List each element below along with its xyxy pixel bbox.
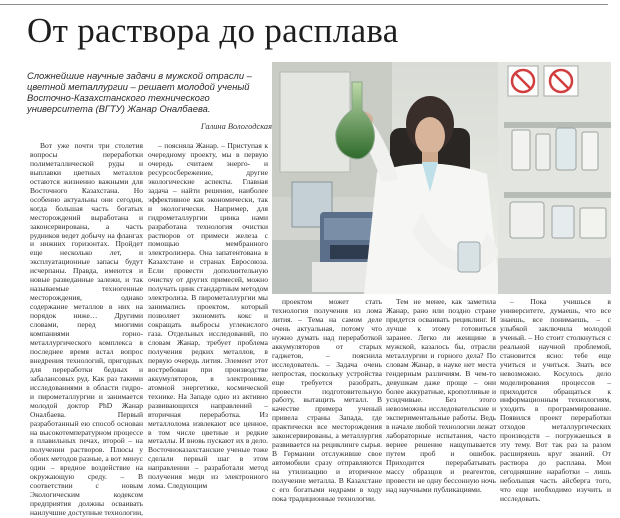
text-column-4 (386, 298, 496, 502)
article-lead: Сложнейшие научные задачи в мужской отрасли – цветной металлургии – решает молодой ученый Восточно-Казахстанского технического университета (ВГТУ) Жанар Оналбаева. (27, 70, 252, 114)
column-text: – поясняла Жанар. – Приступая к очередному проекту, мы в первую очередь считаем энерго- и ресурсосбережение, другие экологические аспекты. Главная задача – найти решение, наиболее эффективное как экономически, так и экологически. Например, для гидрометаллургии цинка нами разработана технология очистки растворов от примеси железа с помощью мембранного электролизера. Она запатентована в Казахстане и странах Евросоюза. Если провести дополнительную очистку от других примесей, можно получать цинк стандартным методом электролиза. В пирометаллургии мы занимались проектом, который позволяет экономить кокс и сокращать выбросы углекислого газа. Отдельных исследований, по словам Жанар, требует проблема получения редких металлов, в первую очередь лития. Элемент этот востребован при производстве аккумуляторов, в электронике, атомной энергетике, космической технике. На Западе одно из активно развивающихся направлений – вторичная переработка. Из металлолома извлекают все ценное, в том числе цветные и редкие металлы. И вновь пускают их в дело. Восточноказахстанские ученые тоже сделали первый шаг в этом направлении – разработали метод получения меди из электронного лома. Следующим (148, 141, 268, 491)
column-text: проектом может стать технология получения из лома лития. – Тема на самом деле очень актуальная, потому что нужно думать над переработкой аккумуляторов от старых гаджетов, – пояснила исследователь. – Задача очень непростая, поскольку устройства еще требуется разобрать, провести подготовительную работу, вытащить металл. В качестве примера ученый привела страны Запада, где практически все месторождения законсервированы, а металлургия развивается на рециклинге сырья. В Германии отслуживше свое автомобили сразу отправляются на утилизацию и вторичное получение металла. В Казахстане с его богатыми недрами в ходу пока традиционные технологии. (272, 297, 382, 503)
column-text: Вот уже почти три столетия вопросы переработки полиметаллической руды и выплавки цветных металлов остаются жизненно важными для Восточного Казахстана. Но особенно актуальны они сегодня, когда большая часть богатых месторождений выработана и законсервирована, а часть рудников ведет добычу на флангах и нижних горизонтах. Пройдет еще несколько лет, и эксплуатационные запасы будут исчерпаны. Правда, имеются и новые разведанные залежи, и так называемые техногенные месторождения, однако содержание металлов в них на порядок ниже… Другими словами, перед многими компаниями горно-металлургического комплекса в последнее время встал вопрос внедрения технологий, пригодных для переработки бедных и забалансовых руд. Как раз такими исследованиями в области гидро- и пирометаллургии и занимается молодой доктор PhD Жанар Оналбаева. Первый разработанный ею способ основан на высокотемпературном процессе в плавильных печах, второй – на получении растворов. Плюсы у обоих методов разные, а вот минус один – вредное воздействие на окружающую среду. – В соответствии с новым Экологическим кодексом предприятия должны осваивать наилучшие доступные технологии, (30, 141, 143, 518)
article-byline: Галина Вологодская (200, 122, 272, 131)
column-text: Тем не менее, как заметила Жанар, рано или поздно стране придется осваивать рециклинг. И лучше к этому готовиться заранее. Легко ли женщине в мужской, казалось бы, отрасли металлургии и горного дела? По словам Жанар, в науке нет места гендерным различиям. В чем-то девушкам даже проще – они более аккуратные, кропотливые и усидчивые. Без этого невозможны исследовательские и экспериментальные работы. Ведь в начале любой технологии лежат лабораторные испытания, часто вернее решение нащупывается путем проб и ошибок. Приходится перерабатывать массу образцов и реагентов, провести не одну бессонную ночь над научными публикациями. (386, 297, 496, 495)
article-photo (272, 62, 611, 294)
text-column-3 (272, 298, 382, 502)
text-column-2 (148, 142, 268, 502)
column-text: – Пока учишься в университете, думаешь, что все знаешь, все понимаешь, – с улыбкой заключила молодой ученый. – Но стоит столкнуться с реальной научной проблемой, становится ясно: тебе еще учиться и учиться. Знать все невозможно. Косулось дело моделирования процессов – приходится обращаться к информационным технологиям, уходить в программирование. Появился проект переработки отходов металлургических производств – погружаешься в эту тему. Вот так раз за разом расширяешь круг знаний. От раствора до расплава. Мои сегодняшние наработки – лишь небольшая часть айсберга того, что еще необходимо изучить и исследовать. (500, 297, 611, 503)
text-column-1 (30, 141, 143, 518)
text-column-5 (500, 298, 611, 502)
top-rule (0, 4, 608, 5)
article-title: От раствора до расплава (27, 11, 399, 50)
